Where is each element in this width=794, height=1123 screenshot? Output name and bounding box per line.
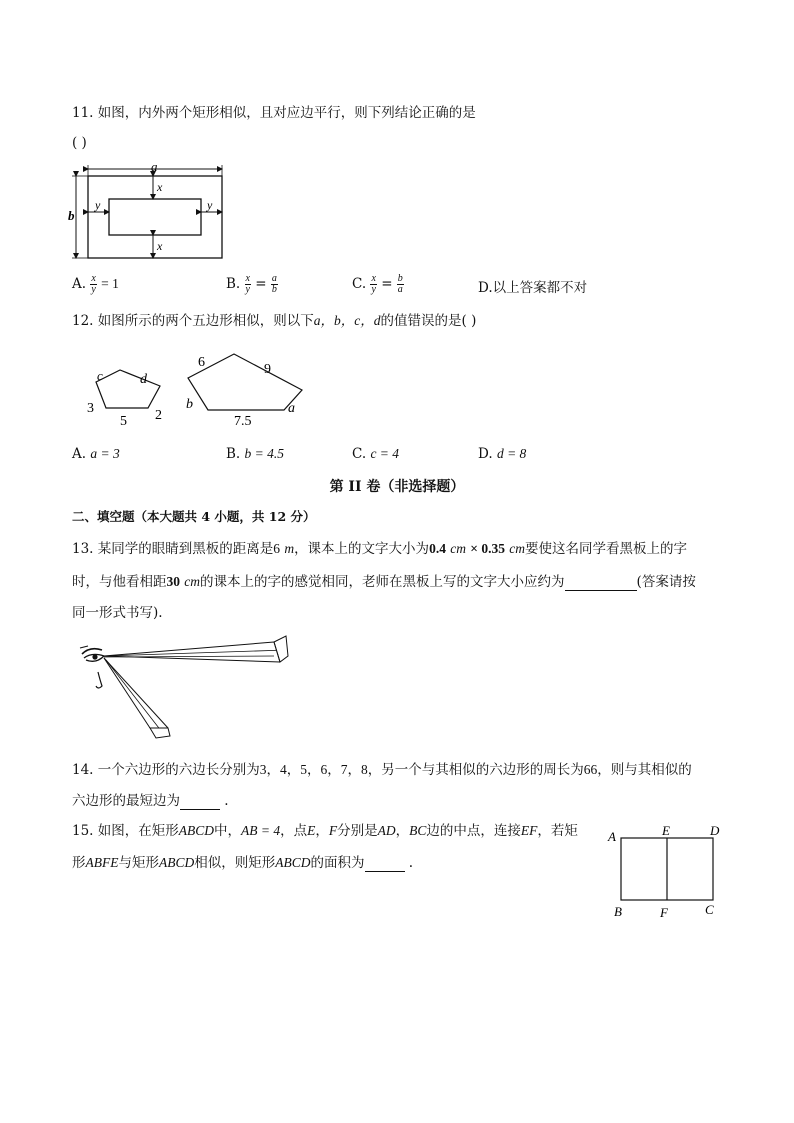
q11-label-b: b bbox=[68, 208, 75, 223]
q13-line1: 13. 某同学的眼睛到黑板的距离是6 m，课本上的文字大小为0.4 cm × 0.35 cm要使这名同学看黑板上的字 bbox=[72, 541, 688, 557]
q15-label-C: C bbox=[705, 902, 714, 917]
q15-label-A: A bbox=[608, 829, 616, 844]
q13-line3: 同一形式书写). bbox=[72, 605, 163, 621]
q11-label-y-left: y bbox=[95, 198, 101, 212]
q12-large-label-b: b bbox=[186, 397, 193, 412]
q12-small-label-2: 2 bbox=[155, 408, 162, 423]
q15-line1: 15. 如图，在矩形ABCD中，AB = 4，点E，F分别是AD，BC边的中点，连接EF，若矩 bbox=[72, 823, 578, 839]
q15-label-D: D bbox=[710, 823, 720, 838]
q12-large-label-7-5: 7.5 bbox=[234, 414, 252, 429]
q12-small-label-3: 3 bbox=[87, 401, 94, 416]
q12-option-b[interactable]: B. b = 4.5 bbox=[226, 446, 285, 462]
q15-label-F: F bbox=[660, 905, 668, 920]
q12-large-label-6: 6 bbox=[198, 355, 205, 370]
q14-answer-blank[interactable] bbox=[180, 795, 220, 810]
q15-label-E: E bbox=[662, 823, 670, 838]
q14-line2: 六边形的最短边为 . bbox=[72, 793, 229, 809]
q12-small-label-d: d bbox=[140, 372, 147, 387]
q11-option-a[interactable]: A. $\frac{x}{y}$ = 1 bbox=[72, 273, 119, 295]
q11-stem: 11. 如图，内外两个矩形相似，且对应边平行，则下列结论正确的是 bbox=[72, 105, 476, 121]
q14-line1: 14. 一个六边形的六边长分别为3，4，5，6，7，8，另一个与其相似的六边形的周长为66，则与其相似的 bbox=[72, 762, 692, 778]
q15-answer-blank[interactable] bbox=[365, 857, 405, 872]
q12-stem: 12. 如图所示的两个五边形相似，则以下a，b，c，d的值错误的是( ) bbox=[72, 313, 477, 329]
q11-option-d[interactable]: D.以上答案都不对 bbox=[478, 280, 588, 296]
q11-label-y-right: y bbox=[207, 198, 213, 212]
q11-label-x-top: x bbox=[157, 180, 163, 194]
q12-pentagons-figure bbox=[84, 346, 324, 432]
q11-label-x-bottom: x bbox=[157, 239, 163, 253]
q11-nested-rectangles-figure bbox=[68, 162, 228, 262]
volume-title: 第 II 卷（非选择题） bbox=[329, 479, 465, 495]
q11-label-a: a bbox=[151, 162, 158, 174]
q13-eye-sightline-figure bbox=[76, 632, 296, 742]
q13-answer-blank[interactable] bbox=[565, 576, 637, 591]
q15-line2: 形ABFE与矩形ABCD相似，则矩形ABCD的面积为 . bbox=[72, 855, 414, 871]
q15-rectangle-figure bbox=[604, 822, 734, 920]
q11-option-b[interactable]: B. $\frac{x}{y}$ = $\frac{a}{b}$ bbox=[226, 273, 277, 295]
q12-small-label-c: c bbox=[97, 368, 103, 383]
q12-small-label-5: 5 bbox=[120, 414, 127, 429]
part-title: 二、填空题（本大题共 4 小题，共 12 分） bbox=[72, 509, 316, 524]
q12-large-label-a: a bbox=[288, 401, 295, 416]
q11-answer-paren: ( ) bbox=[72, 135, 87, 151]
q12-option-a[interactable]: A. a = 3 bbox=[72, 446, 120, 462]
q12-option-d[interactable]: D. d = 8 bbox=[478, 446, 527, 462]
q12-large-label-9: 9 bbox=[264, 362, 271, 377]
q11-option-c[interactable]: C. $\frac{x}{y}$ = $\frac{b}{a}$ bbox=[352, 273, 403, 295]
q15-label-B: B bbox=[614, 904, 622, 919]
q12-option-c[interactable]: C. c = 4 bbox=[352, 446, 400, 462]
q13-line2: 时，与他看相距30 cm的课本上的字的感觉相同，老师在黑板上写的文字大小应约为 (答案请按 bbox=[72, 574, 696, 590]
